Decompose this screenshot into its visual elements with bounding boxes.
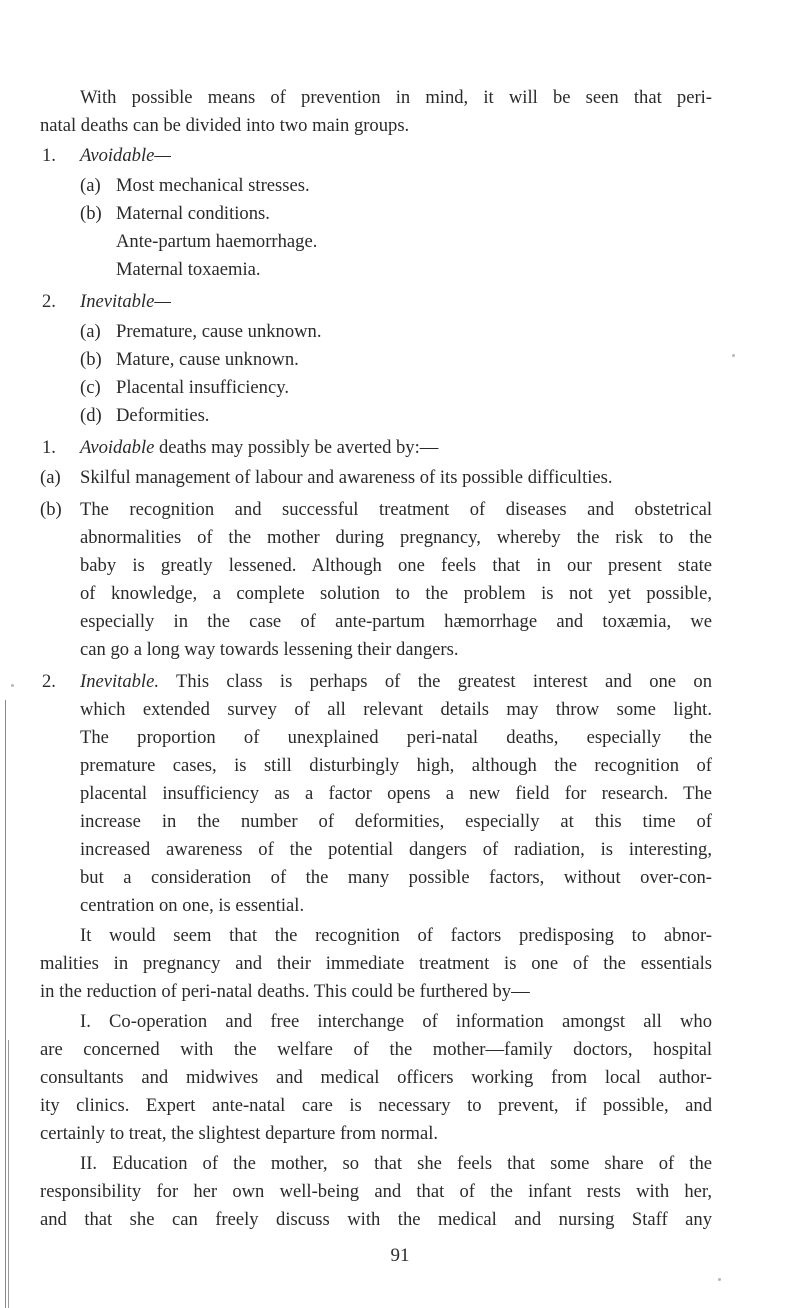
para-I-line-2: are concerned with the welfare of the mother—family doctors, hospital [40,1039,712,1060]
avoidable-a-label: (a) [40,467,61,488]
inevitable-lead-italic: Inevitable. [80,671,159,692]
inevitable-line-4: premature cases, is still disturbingly high, although the recognition of [80,755,712,776]
inevitable-line-5: placental insufficiency as a factor opens a new field for research. The [80,783,712,804]
group-2-item-a-label: (a) [80,321,101,342]
group-1-item-b: Maternal conditions. [116,203,270,224]
inevitable-line-1 [80,668,712,696]
inevitable-line-6: increase in the number of deformities, especially at this time of [80,811,712,832]
scan-edge-line-2 [8,1040,9,1308]
group-1-title: Avoidable— [80,145,171,166]
inevitable-line-9: centration on one, is essential. [80,895,305,916]
group-2-item-c-label: (c) [80,377,101,398]
avoidable-a-text: Skilful management of labour and awareness of its possible difficulties. [80,467,613,488]
para-II-line-3: and that she can freely discuss with the medical and nursing Staff any [40,1209,712,1230]
avoidable-b-label: (b) [40,499,62,520]
para-II-line-2: responsibility for her own well-being and that of the infant rests with her, [40,1181,712,1202]
avoidable-b-line-3: baby is greatly lessened. Although one feels that in our present state [80,555,712,576]
intro-line-1: With possible means of prevention in mind, it will be seen that peri- [80,87,712,108]
avoidable-b-line-6: can go a long way towards lessening their dangers. [80,639,459,660]
scan-speck [732,354,735,357]
group-2-title: Inevitable— [80,291,171,312]
para-I-line-3: consultants and midwives and medical officers working from local author- [40,1067,712,1088]
inevitable-line-2: which extended survey of all relevant details may throw some light. [80,699,712,720]
seem-line-2: malities in pregnancy and their immediate treatment is one of the essentials [40,953,712,974]
group-1-item-b1: Ante-partum haemorrhage. [116,231,318,252]
group-1-item-b-label: (b) [80,203,102,224]
avoidable-b-line-4: of knowledge, a complete solution to the problem is not yet possible, [80,583,712,604]
page-number: 91 [390,1245,410,1266]
avoidable-b-line-1: The recognition and successful treatment of diseases and obstetrical [80,499,712,520]
group-2-item-c: Placental insufficiency. [116,377,289,398]
para-II-line-1: II. Education of the mother, so that she feels that some share of the [80,1153,712,1174]
group-1-number: 1. [42,145,56,166]
group-2-item-a: Premature, cause unknown. [116,321,322,342]
seem-line-1: It would seem that the recognition of factors predisposing to abnor- [80,925,712,946]
group-2-number: 2. [42,291,56,312]
para-I-line-4: ity clinics. Expert ante-natal care is necessary to prevent, if possible, and [40,1095,712,1116]
para-I-line-1: I. Co-operation and free interchange of information amongst all who [80,1011,712,1032]
group-1-item-a-label: (a) [80,175,101,196]
scan-speck [11,684,14,687]
inevitable-line-8: but a consideration of the many possible factors, without over-con- [80,867,712,888]
avoidable-b-line-2: abnormalities of the mother during pregnancy, whereby the risk to the [80,527,712,548]
inevitable-section-number: 2. [42,671,56,692]
avoidable-lead-rest: deaths may possibly be averted by:— [154,437,439,458]
avoidable-section-number: 1. [42,437,56,458]
group-2-item-d: Deformities. [116,405,210,426]
group-2-item-b: Mature, cause unknown. [116,349,299,370]
inevitable-line-7: increased awareness of the potential dangers of radiation, is interesting, [80,839,712,860]
intro-line-2: natal deaths can be divided into two main groups. [40,115,410,136]
group-2-item-d-label: (d) [80,405,102,426]
para-I-line-5: certainly to treat, the slightest departure from normal. [40,1123,439,1144]
avoidable-section-lead [80,434,438,462]
inevitable-lead-rest: This class is perhaps of the greatest interest and one on [159,671,712,692]
scan-speck [718,1278,721,1281]
group-1-item-b2: Maternal toxaemia. [116,259,261,280]
group-2-item-b-label: (b) [80,349,102,370]
avoidable-b-line-5: especially in the case of ante-partum hæmorrhage and toxæmia, we [80,611,712,632]
avoidable-lead-italic: Avoidable [80,437,155,458]
seem-line-3: in the reduction of peri-natal deaths. This could be furthered by— [40,981,530,1002]
scan-edge-line [5,700,6,1308]
group-1-item-a: Most mechanical stresses. [116,175,310,196]
inevitable-line-3: The proportion of unexplained peri-natal deaths, especially the [80,727,712,748]
